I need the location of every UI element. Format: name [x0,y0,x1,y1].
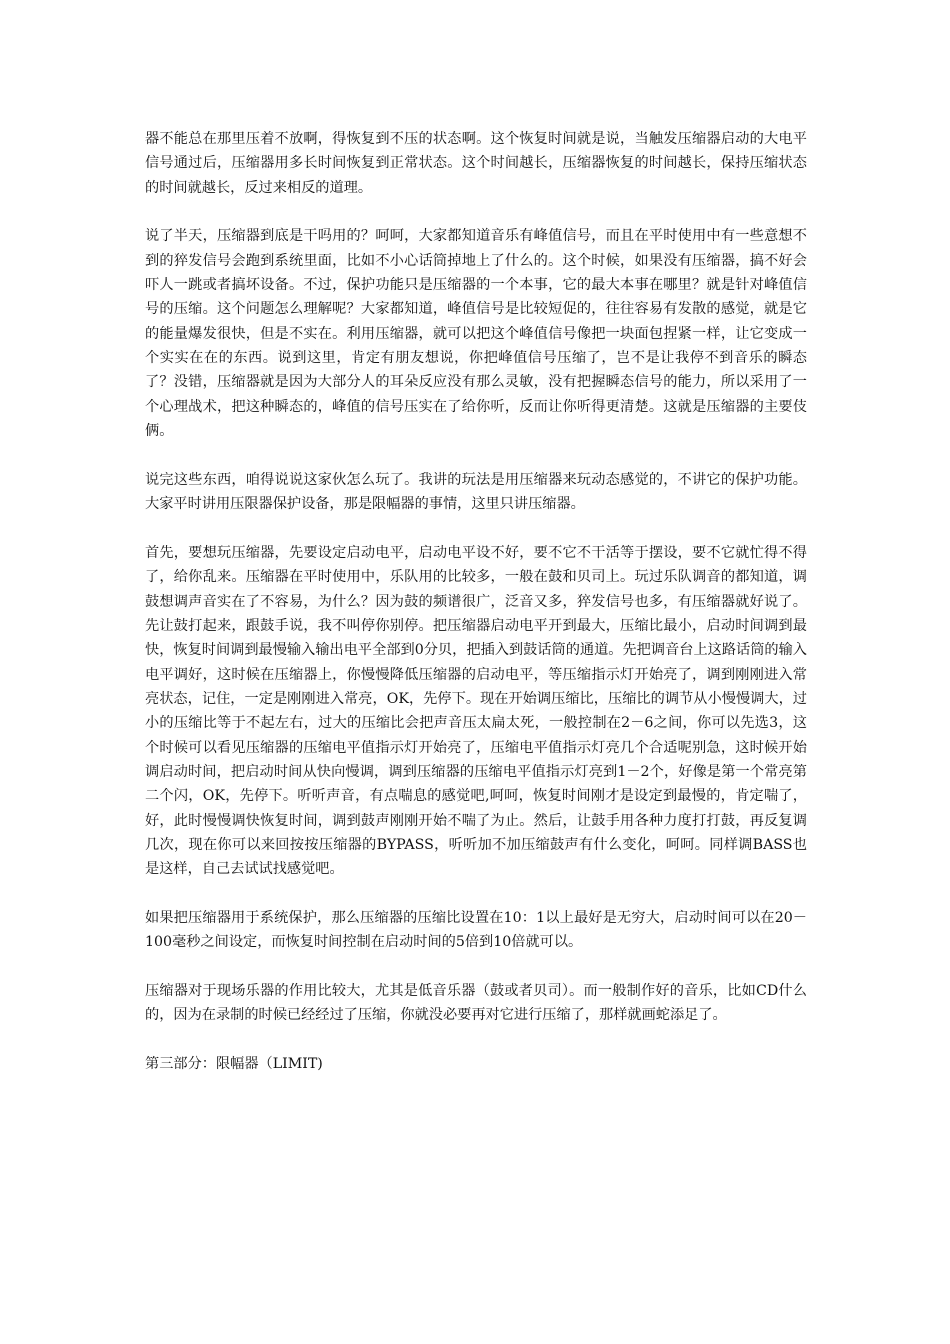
paragraph-recovery-time: 器不能总在那里压着不放啊，得恢复到不压的状态啊。这个恢复时间就是说，当触发压缩器启动的大电平信号通过后，压缩器用多长时间恢复到正常状态。这个时间越长，压缩器恢复的时间越长，保持压缩状态的时间就越长，反过来相反的道理。 [145,131,807,196]
paragraph-compressor-purpose: 说了半天，压缩器到底是干吗用的？呵呵，大家都知道音乐有峰值信号，而且在平时使用中有一些意想不到的猝发信号会跑到系统里面，比如不小心话筒掉地上了什么的。这个时候，如果没有压缩器，搞不好会吓人一跳或者搞坏设备。不过，保护功能只是压缩器的一个本事，它的最大本事在哪里？就是针对峰值信号的压缩。这个问题怎么理解呢？大家都知道，峰值信号是比较短促的，往往容易有发散的感觉，就是它的能量爆发很快，但是不实在。利用压缩器，就可以把这个峰值信号像把一块面包捏紧一样，让它变成一个实实在在的东西。说到这里，肯定有朋友想说，你把峰值信号压缩了，岂不是让我停不到音乐的瞬态了？没错，压缩器就是因为大部分人的耳朵反应没有那么灵敏，没有把握瞬态信号的能力，所以采用了一个心理战术，把这种瞬态的，峰值的信号压实在了给你听，反而让你听得更清楚。这就是压缩器的主要伎俩。 [145,228,807,440]
paragraph-live-instruments: 压缩器对于现场乐器的作用比较大，尤其是低音乐器（鼓或者贝司）。而一般制作好的音乐，比如CD什么的，因为在录制的时候已经经过了压缩，你就没必要再对它进行压缩了，那样就画蛇添足了。 [145,983,807,1024]
paragraph-drum-setup: 首先，要想玩压缩器，先要设定启动电平，启动电平设不好，要不它不干活等于摆设，要不它就忙得不得了，给你乱来。压缩器在平时使用中，乐队用的比较多，一般在鼓和贝司上。玩过乐队调音的都知道，调鼓想调声音实在了不容易，为什么？因为鼓的频谱很广，泛音又多，猝发信号也多，有压缩器就好说了。先让鼓打起来，跟鼓手说，我不叫停你别停。把压缩器启动电平开到最大，压缩比最小，启动时间调到最快，恢复时间调到最慢输入输出电平全部到0分贝，把插入到鼓话筒的通道。先把调音台上这路话筒的输入电平调好，这时候在压缩器上，你慢慢降低压缩器的启动电平，等压缩指示灯开始亮了，调到刚刚进入常亮状态，记住，一定是刚刚进入常亮，OK，先停下。现在开始调压缩比，压缩比的调节从小慢慢调大，过小的压缩比等于不起左右，过大的压缩比会把声音压太扁太死，一般控制在2－6之间，你可以先选3，这个时候可以看见压缩器的压缩电平值指示灯开始亮了，压缩电平值指示灯亮几个合适呢别急，这时候开始调启动时间，把启动时间从快向慢调，调到压缩器的压缩电平值指示灯亮到1－2个，好像是第一个常亮第二个闪，OK，先停下。听听声音，有点喘息的感觉吧,呵呵，恢复时间刚才是设定到最慢的，肯定喘了，好，此时慢慢调快恢复时间，调到鼓声刚刚开始不喘了为止。然后，让鼓手用各种力度打打鼓，再反复调几次，现在你可以来回按按压缩器的BYPASS，听听加不加压缩鼓声有什么变化，呵呵。同样调BASS也是这样，自己去试试找感觉吧。 [145,544,807,878]
paragraph-how-to-use: 说完这些东西，咱得说说这家伙怎么玩了。我讲的玩法是用压缩器来玩动态感觉的，不讲它的保护功能。大家平时讲用压限器保护设备，那是限幅器的事情，这里只讲压缩器。 [145,471,807,513]
paragraph-system-protection: 如果把压缩器用于系统保护，那么压缩器的压缩比设置在10：1以上最好是无穷大，启动时间可以在20－100毫秒之间设定，而恢复时间控制在启动时间的5倍到10倍就可以。 [145,910,807,951]
section-heading: 第三部分：限幅器（LIMIT) [145,1056,323,1073]
document-body [145,127,807,1076]
